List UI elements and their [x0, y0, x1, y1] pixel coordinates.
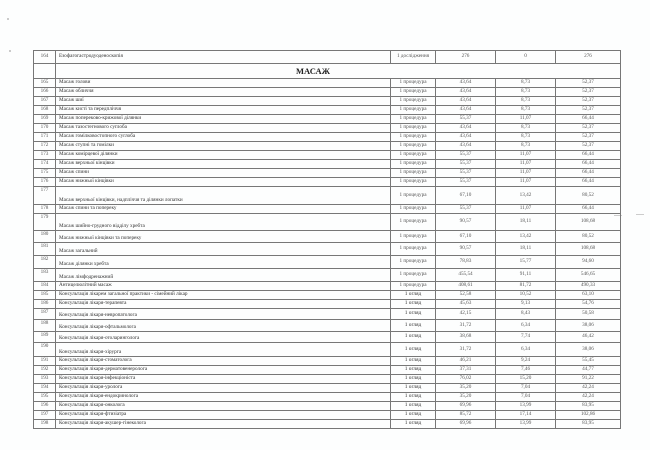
row-number: 169	[34, 115, 56, 124]
service-name: Масаж кисті та передпліччя	[56, 106, 391, 115]
price: 55,37	[436, 169, 496, 178]
row-number: 189	[34, 332, 56, 343]
vat: 7,74	[496, 332, 556, 343]
row-number: 181	[34, 243, 56, 256]
row-number: 180	[34, 231, 56, 243]
service-name: Консультація лікаря-інфекціоніста	[56, 375, 391, 384]
unit: 1 огляд	[391, 402, 436, 411]
total: 54,76	[556, 300, 621, 309]
unit: 1 процедура	[391, 160, 436, 169]
total: 42,24	[556, 384, 621, 393]
service-name: Масаж гомілковостопного суглоба	[56, 133, 391, 142]
table-row	[34, 169, 621, 178]
unit: 1 огляд	[391, 320, 436, 332]
total: 50,58	[556, 309, 621, 320]
service-name: Масаж обличчя	[56, 88, 391, 97]
vat: 8,73	[496, 88, 556, 97]
table-row	[34, 187, 621, 205]
total: 108,68	[556, 243, 621, 256]
row-number: 191	[34, 357, 56, 366]
total: 44,77	[556, 366, 621, 375]
table-row	[34, 133, 621, 142]
vat: 13,42	[496, 231, 556, 243]
service-name: Масаж тазостегнового суглоба	[56, 124, 391, 133]
vat: 11,07	[496, 160, 556, 169]
total: 52,37	[556, 79, 621, 88]
vat: 6,34	[496, 343, 556, 357]
vat: 8,73	[496, 79, 556, 88]
price: 76,02	[436, 375, 496, 384]
row-number: 168	[34, 106, 56, 115]
vat: 11,07	[496, 178, 556, 187]
unit: 1 огляд	[391, 291, 436, 300]
total: 276	[556, 51, 621, 64]
price: 37,31	[436, 366, 496, 375]
vat: 8,43	[496, 309, 556, 320]
service-name: Масаж голови	[56, 79, 391, 88]
price: 90,57	[436, 243, 496, 256]
vat: 11,07	[496, 151, 556, 160]
row-number: 182	[34, 256, 56, 269]
vat: 8,73	[496, 133, 556, 142]
total: 52,37	[556, 124, 621, 133]
unit: 1 процедура	[391, 269, 436, 282]
empty-cell	[34, 64, 56, 79]
vat: 15,20	[496, 375, 556, 384]
price: 67,10	[436, 231, 496, 243]
service-name: Консультація лікаря-отоларинголога	[56, 332, 391, 343]
row-number: 193	[34, 375, 56, 384]
service-name: Консультація лікаря-хірурга	[56, 343, 391, 357]
price: 42,15	[436, 309, 496, 320]
vat: 13,99	[496, 402, 556, 411]
total: 91,22	[556, 375, 621, 384]
price: 55,37	[436, 160, 496, 169]
table-row	[34, 115, 621, 124]
total: 94,60	[556, 256, 621, 269]
table-row	[34, 375, 621, 384]
row-number: 166	[34, 88, 56, 97]
service-name: Масаж ділянки хребта	[56, 256, 391, 269]
unit: 1 процедура	[391, 151, 436, 160]
vat: 18,11	[496, 214, 556, 231]
unit: 1 процедура	[391, 124, 436, 133]
table-row	[34, 160, 621, 169]
table-row	[34, 151, 621, 160]
table-row	[34, 51, 621, 64]
table-row	[34, 106, 621, 115]
total: 42,24	[556, 393, 621, 402]
total: 52,37	[556, 97, 621, 106]
unit: 1 процедура	[391, 142, 436, 151]
service-name: Антицелюлітний масаж	[56, 282, 391, 291]
table-row	[34, 411, 621, 420]
price: 69,96	[436, 402, 496, 411]
total: 102,86	[556, 411, 621, 420]
row-number: 165	[34, 79, 56, 88]
row-number: 175	[34, 169, 56, 178]
price: 45,63	[436, 300, 496, 309]
unit: 1 огляд	[391, 343, 436, 357]
row-number: 174	[34, 160, 56, 169]
price: 46,21	[436, 357, 496, 366]
price: 455,54	[436, 269, 496, 282]
table-row	[34, 142, 621, 151]
row-number: 170	[34, 124, 56, 133]
row-number: 197	[34, 411, 56, 420]
unit: 1 процедура	[391, 106, 436, 115]
unit: 1 огляд	[391, 357, 436, 366]
unit: 1 огляд	[391, 420, 436, 429]
service-name: Консультація лікаря-офтальмолога	[56, 320, 391, 332]
vat: 13,99	[496, 420, 556, 429]
service-name: Масаж ступні та гомілки	[56, 142, 391, 151]
vat: 6,34	[496, 320, 556, 332]
unit: 1 процедура	[391, 231, 436, 243]
unit: 1 огляд	[391, 393, 436, 402]
table-row	[34, 291, 621, 300]
table-row	[34, 231, 621, 243]
row-number: 196	[34, 402, 56, 411]
price: 55,37	[436, 115, 496, 124]
row-number: 190	[34, 343, 56, 357]
unit: 1 процедура	[391, 115, 436, 124]
price: 67,10	[436, 187, 496, 205]
unit: 1 огляд	[391, 375, 436, 384]
table-row	[34, 214, 621, 231]
table-row	[34, 269, 621, 282]
total: 66,44	[556, 205, 621, 214]
unit: 1 процедура	[391, 133, 436, 142]
price: 55,37	[436, 178, 496, 187]
table-row	[34, 393, 621, 402]
total: 52,37	[556, 142, 621, 151]
service-name: Консультація лікаря-онколога	[56, 402, 391, 411]
total: 80,52	[556, 187, 621, 205]
table-row	[34, 384, 621, 393]
unit: 1 процедура	[391, 214, 436, 231]
vat: 9,13	[496, 300, 556, 309]
vat: 81,72	[496, 282, 556, 291]
service-name: Масаж спини	[56, 169, 391, 178]
total: 83,95	[556, 402, 621, 411]
vat: 11,07	[496, 115, 556, 124]
unit: 1 огляд	[391, 332, 436, 343]
total: 63,10	[556, 291, 621, 300]
service-name: Консультація лікаря-фтизіатра	[56, 411, 391, 420]
price: 90,57	[436, 214, 496, 231]
unit: 1 процедура	[391, 205, 436, 214]
unit: 1 огляд	[391, 300, 436, 309]
unit: 1 огляд	[391, 366, 436, 375]
table-row	[34, 300, 621, 309]
total: 66,44	[556, 169, 621, 178]
price: 43,64	[436, 142, 496, 151]
table-row	[34, 402, 621, 411]
total: 66,44	[556, 115, 621, 124]
total: 80,52	[556, 231, 621, 243]
total: 52,37	[556, 133, 621, 142]
vat: 10,52	[496, 291, 556, 300]
row-number: 184	[34, 282, 56, 291]
section-header-row	[34, 64, 621, 79]
unit: 1 процедура	[391, 243, 436, 256]
table-row	[34, 205, 621, 214]
unit: 1 процедура	[391, 256, 436, 269]
total: 66,44	[556, 178, 621, 187]
table-row	[34, 88, 621, 97]
vat: 11,07	[496, 169, 556, 178]
service-name: Езофагогастродуоденоскопія	[56, 51, 391, 64]
vat: 11,07	[496, 205, 556, 214]
vat: 9,24	[496, 357, 556, 366]
table-row	[34, 243, 621, 256]
table-row	[34, 256, 621, 269]
total: 38,06	[556, 320, 621, 332]
row-number: 195	[34, 393, 56, 402]
total: 38,06	[556, 343, 621, 357]
row-number: 179	[34, 214, 56, 231]
row-number: 178	[34, 205, 56, 214]
service-name: Консультація лікаря-уролога	[56, 384, 391, 393]
price: 31,72	[436, 320, 496, 332]
table-row	[34, 124, 621, 133]
price: 408,61	[436, 282, 496, 291]
service-name: Масаж загальний	[56, 243, 391, 256]
service-name: Масаж спини та попереку	[56, 205, 391, 214]
row-number: 177	[34, 187, 56, 205]
scan-speck	[636, 214, 644, 215]
service-name: Консультація лікаря-ендокринолога	[56, 393, 391, 402]
service-name: Масаж лімфодренажний	[56, 269, 391, 282]
table-row	[34, 420, 621, 429]
total: 52,37	[556, 88, 621, 97]
scan-speck	[7, 18, 9, 20]
service-name: Масаж комірцевої ділянки	[56, 151, 391, 160]
service-name: Консультація лікаря-невропатолога	[56, 309, 391, 320]
vat: 8,73	[496, 97, 556, 106]
row-number: 183	[34, 269, 56, 282]
unit: 1 огляд	[391, 384, 436, 393]
vat: 7,04	[496, 384, 556, 393]
price: 43,64	[436, 88, 496, 97]
price: 78,83	[436, 256, 496, 269]
vat: 18,11	[496, 243, 556, 256]
row-number: 198	[34, 420, 56, 429]
vat: 13,42	[496, 187, 556, 205]
row-number: 164	[34, 51, 56, 64]
price: 43,64	[436, 106, 496, 115]
row-number: 187	[34, 309, 56, 320]
price: 38,68	[436, 332, 496, 343]
table-row	[34, 97, 621, 106]
vat: 8,73	[496, 106, 556, 115]
service-name: Консультація лікаря-стоматолога	[56, 357, 391, 366]
unit: 1 процедура	[391, 79, 436, 88]
unit: 1 процедура	[391, 169, 436, 178]
total: 66,44	[556, 151, 621, 160]
table-row	[34, 343, 621, 357]
unit: 1 процедура	[391, 187, 436, 205]
row-number: 171	[34, 133, 56, 142]
price: 55,37	[436, 151, 496, 160]
table-row	[34, 366, 621, 375]
row-number: 185	[34, 291, 56, 300]
unit: 1 процедура	[391, 97, 436, 106]
total: 66,44	[556, 160, 621, 169]
price: 43,64	[436, 133, 496, 142]
price-table	[33, 50, 621, 429]
unit: 1 огляд	[391, 309, 436, 320]
price: 85,72	[436, 411, 496, 420]
row-number: 167	[34, 97, 56, 106]
total: 546,65	[556, 269, 621, 282]
total: 108,68	[556, 214, 621, 231]
service-name: Масаж шиї	[56, 97, 391, 106]
service-name: Консультація лікарем загальної практики - сімейний лікар	[56, 291, 391, 300]
service-name: Масаж попереково-крижової ділянки	[56, 115, 391, 124]
service-name: Масаж нижньої кінцівки	[56, 178, 391, 187]
vat: 8,73	[496, 124, 556, 133]
unit: 1 процедура	[391, 282, 436, 291]
service-name: Масаж верхньої кінцівки	[56, 160, 391, 169]
vat: 0	[496, 51, 556, 64]
table-row	[34, 178, 621, 187]
row-number: 192	[34, 366, 56, 375]
service-name: Масаж нижньої кінцівки та попереку	[56, 231, 391, 243]
table-row	[34, 357, 621, 366]
price: 52,58	[436, 291, 496, 300]
total: 46,42	[556, 332, 621, 343]
price: 43,64	[436, 124, 496, 133]
row-number: 194	[34, 384, 56, 393]
vat: 15,77	[496, 256, 556, 269]
price: 31,72	[436, 343, 496, 357]
vat: 7,46	[496, 366, 556, 375]
service-name: Консультація лікаря-дерматовенеролога	[56, 366, 391, 375]
unit: 1 процедура	[391, 88, 436, 97]
price: 55,37	[436, 205, 496, 214]
service-name: Консультація лікаря-терапевта	[56, 300, 391, 309]
total: 55,45	[556, 357, 621, 366]
price: 276	[436, 51, 496, 64]
service-name: Масаж верхньої кінцівки, надпліччя та ділянки лопатки	[56, 187, 391, 205]
table-row	[34, 282, 621, 291]
row-number: 172	[34, 142, 56, 151]
service-name: Консультація лікаря-акушер-гінеколога	[56, 420, 391, 429]
vat: 8,73	[496, 142, 556, 151]
total: 490,33	[556, 282, 621, 291]
price: 69,96	[436, 420, 496, 429]
total: 83,95	[556, 420, 621, 429]
table-row	[34, 79, 621, 88]
unit: 1 процедура	[391, 178, 436, 187]
price: 35,20	[436, 393, 496, 402]
table-row	[34, 332, 621, 343]
vat: 17,14	[496, 411, 556, 420]
section-title: МАСАЖ	[56, 64, 621, 79]
row-number: 173	[34, 151, 56, 160]
vat: 7,04	[496, 393, 556, 402]
total: 52,37	[556, 106, 621, 115]
scan-speck	[9, 50, 11, 52]
price: 43,64	[436, 97, 496, 106]
unit: 1 дослідження	[391, 51, 436, 64]
row-number: 188	[34, 320, 56, 332]
price: 43,64	[436, 79, 496, 88]
vat: 91,11	[496, 269, 556, 282]
price: 35,20	[436, 384, 496, 393]
table-row	[34, 320, 621, 332]
unit: 1 огляд	[391, 411, 436, 420]
table-row	[34, 309, 621, 320]
row-number: 176	[34, 178, 56, 187]
service-name: Масаж шийно-грудного відділу хребта	[56, 214, 391, 231]
row-number: 186	[34, 300, 56, 309]
